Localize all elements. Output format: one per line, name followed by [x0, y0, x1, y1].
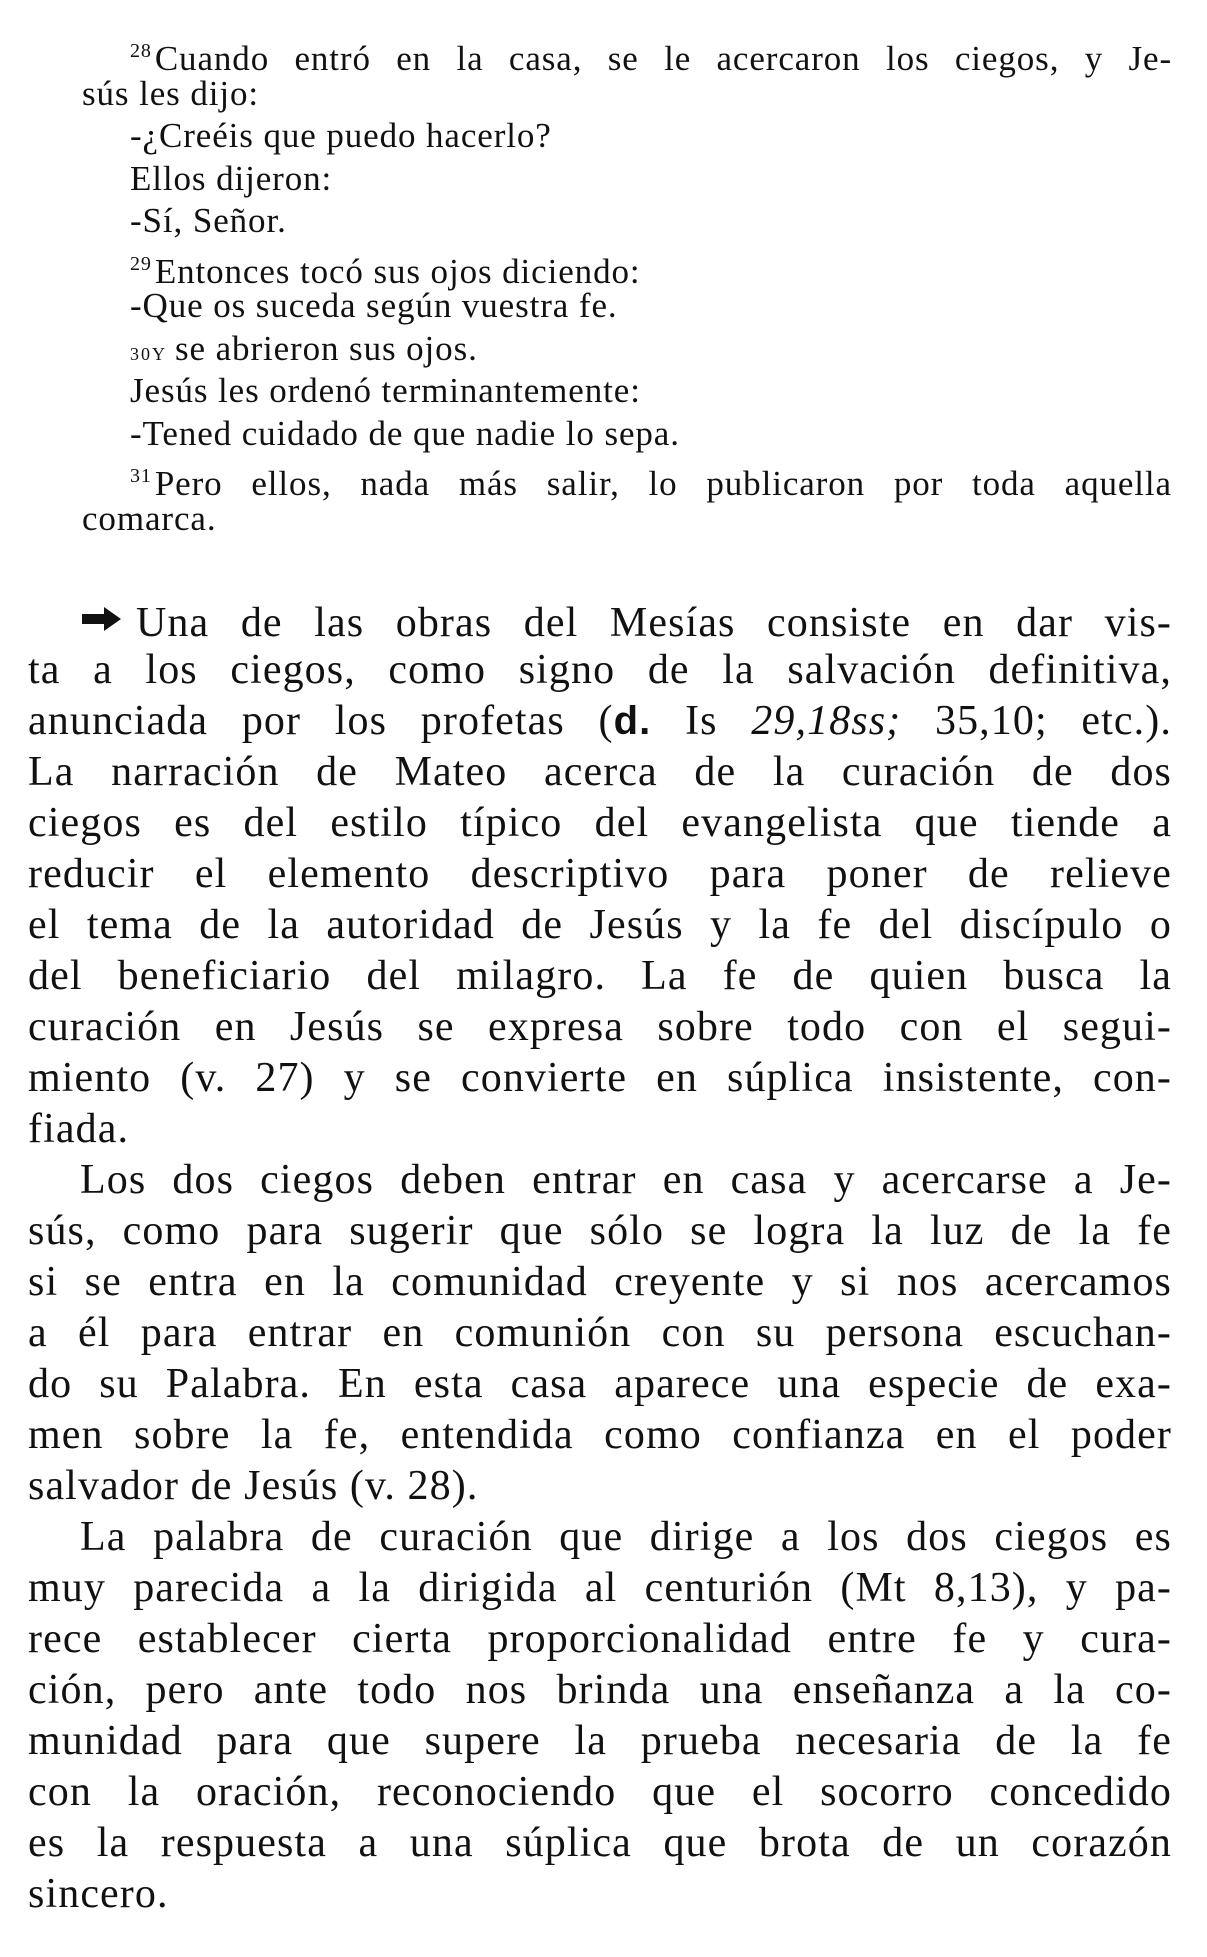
verse-30-line: 30Y se abrieron sus ojos. — [130, 328, 478, 368]
verse-28-line-2: sús les dijo: — [82, 73, 259, 113]
commentary-line: curación en Jesús se expresa sobre todo con el segui- — [28, 1004, 1172, 1050]
commentary-line: con la oración, reconociendo que el socorro concedido — [28, 1769, 1172, 1815]
scripture-passage — [82, 30, 1172, 540]
commentary-line: men sobre la fe, entendida como confianza en el poder — [28, 1412, 1172, 1458]
commentary-line: muy parecida a la dirigida al centurión (Mt 8,13), y pa- — [28, 1565, 1172, 1611]
verse-number: 30Y — [130, 343, 167, 364]
verse-number: 29 — [130, 252, 152, 275]
commentary-line: miento (v. 27) y se convierte en súplica insistente, con- — [28, 1055, 1172, 1101]
commentary-line: La palabra de curación que dirige a los dos ciegos es — [80, 1514, 1172, 1560]
commentary-line: sincero. — [28, 1871, 169, 1917]
verse-number: 31 — [130, 465, 152, 487]
verse-31-line-1: $^{31}$Pero ellos, nada más salir, lo publicaron por toda aquella — [130, 464, 1172, 503]
commentary-line: sús, como para sugerir que sólo se logra la luz de la fe — [28, 1208, 1172, 1254]
cross-reference: (d. Is 29,18ss; 35,10; etc.). — [598, 698, 1172, 744]
commentary-line: si se entra en la comunidad creyente y si nos acercamos — [28, 1259, 1172, 1305]
scripture-line: -Sí, Señor. — [130, 201, 287, 240]
verse-31-line-2: comarca. — [82, 498, 217, 538]
commentary-line: do su Palabra. En esta casa aparece una especie de exa- — [28, 1361, 1172, 1407]
commentary-line: ciegos es del estilo típico del evangelista que tiende a — [28, 800, 1172, 846]
right-arrow-icon — [80, 594, 126, 645]
verse-number: 28 — [130, 40, 152, 62]
commentary-line: salvador de Jesús (v. 28). — [28, 1463, 479, 1509]
scripture-line: -Tened cuidado de que nadie lo sepa. — [130, 413, 680, 453]
commentary-line: es la respuesta a una súplica que brota de un corazón — [28, 1820, 1172, 1866]
commentary — [28, 594, 1172, 1920]
scripture-line: Ellos dijeron: — [130, 158, 333, 198]
commentary-line: La narración de Mateo acerca de la curación de dos — [28, 749, 1172, 795]
scripture-line: -¿Creéis que puedo hacerlo? — [130, 116, 552, 155]
commentary-line: Una de las obras del Mesías consiste en dar vis- — [28, 594, 1172, 645]
scripture-line: Jesús les ordenó terminantemente: — [130, 371, 641, 410]
commentary-line: a él para entrar en comunión con su persona escuchan- — [28, 1310, 1172, 1356]
commentary-line: fiada. — [28, 1106, 130, 1152]
commentary-line: anunciada por los profetas (d. Is 29,18ss; 35,10; etc.). — [28, 698, 1172, 744]
commentary-line: rece establecer cierta proporcionalidad entre fe y cura- — [28, 1616, 1172, 1662]
commentary-line: ción, pero ante todo nos brinda una enseñanza a la co- — [28, 1667, 1172, 1713]
commentary-line: del beneficiario del milagro. La fe de quien busca la — [28, 953, 1172, 999]
scripture-line: -Que os suceda según vuestra fe. — [130, 286, 618, 325]
commentary-line: Los dos ciegos deben entrar en casa y acercarse a Je- — [80, 1157, 1172, 1203]
commentary-line: reducir el elemento descriptivo para poner de relieve — [28, 851, 1172, 897]
commentary-line: ta a los ciegos, como signo de la salvación definitiva, — [28, 647, 1172, 693]
commentary-line: el tema de la autoridad de Jesús y la fe del discípulo o — [28, 902, 1172, 948]
verse-29-line: $^{29}$Entonces tocó sus ojos diciendo: — [130, 251, 641, 291]
verse-28-line-1: $^{28}$Cuando entró en la casa, se le acercaron los ciegos, y Je- — [130, 39, 1172, 78]
commentary-line: munidad para que supere la prueba necesaria de la fe — [28, 1718, 1172, 1764]
